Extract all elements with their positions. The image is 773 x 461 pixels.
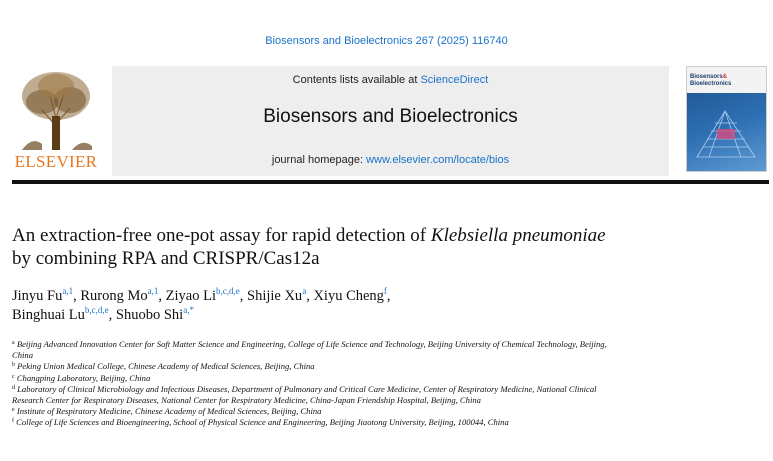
homepage-prefix: journal homepage: (271, 154, 367, 166)
author[interactable]: Shijie Xu (247, 288, 303, 304)
affiliation (12, 373, 692, 384)
author[interactable]: Xiyu Cheng (313, 288, 384, 304)
affiliation-text: Peking Union Medical College, Chinese Academy of Medical Sciences, Beijing, China (17, 361, 315, 372)
contents-availability (112, 74, 669, 86)
author[interactable]: Shuobo Shi (115, 307, 184, 323)
header-divider (12, 180, 769, 184)
cover-title (690, 74, 764, 88)
author-separator: , (108, 307, 116, 323)
affiliation-marker: e (12, 407, 15, 414)
affiliation (12, 339, 692, 350)
author-separator: , (239, 288, 247, 304)
affiliation-marker: b (12, 362, 15, 369)
author[interactable]: Ziyao Li (165, 288, 216, 304)
author[interactable]: Jinyu Fu (12, 288, 63, 304)
author-separator: , (158, 288, 166, 304)
cover-art-icon (695, 107, 757, 159)
author-affiliation-marker[interactable]: f (383, 286, 387, 296)
author-affiliation-marker[interactable]: a,1 (147, 286, 159, 296)
journal-citation[interactable]: Biosensors and Bioelectronics 267 (2025) 116740 (265, 35, 508, 47)
author-affiliation-marker[interactable]: a,* (183, 305, 194, 315)
title-part1: An extraction-free one-pot assay for rapid detection of (12, 225, 431, 246)
affiliation-text: Beijing Advanced Innovation Center for Soft Matter Science and Engineering, College of Life Science and Technology, Beijing University of Chemical Technology, Beijing, (16, 339, 607, 349)
author-separator: , (306, 288, 314, 304)
author-separator: , (73, 288, 81, 304)
journal-cover[interactable] (686, 66, 767, 172)
author-separator: , (386, 288, 391, 304)
tree-icon (12, 66, 100, 152)
journal-homepage (112, 154, 669, 166)
affiliation-continuation: China (12, 350, 34, 361)
affiliation (12, 406, 692, 417)
cover-title-line2: Bioelectronics (690, 81, 732, 87)
journal-name: Biosensors and Bioelectronics (263, 106, 518, 127)
article-title (12, 224, 752, 270)
title-part2: by combining RPA and CRISPR/Cas12a (12, 248, 320, 269)
author-affiliation-marker[interactable]: b,c,d,e (216, 286, 240, 296)
affiliation-continuation: Research Center for Respiratory Diseases, National Center for Respiratory Medicine, China-Japan Friendship Hospital, Beijing, China (12, 395, 481, 406)
sciencedirect-link[interactable]: ScienceDirect (420, 74, 489, 86)
author[interactable]: Rurong Mo (80, 288, 148, 304)
affiliation-text: College of Life Sciences and Bioengineering, School of Physical Science and Engineering, Beijing Jiaotong University, Beijing, 100044, China (16, 417, 509, 428)
author-affiliation-marker[interactable]: a (302, 286, 307, 296)
affiliation (12, 361, 692, 372)
journal-masthead (112, 66, 669, 176)
author-list (12, 287, 752, 325)
affiliation-marker: f (12, 418, 14, 425)
author[interactable]: Binghuai Lu (12, 307, 85, 323)
author-affiliation-marker[interactable]: b,c,d,e (84, 305, 109, 315)
affiliation-text: Laboratory of Clinical Microbiology and Infectious Diseases, Department of Pulmonary and Critical Care Medicine, Center of Respiratory Medicine, National Clinical (17, 383, 597, 394)
author-affiliation-marker[interactable]: a,1 (62, 286, 74, 296)
affiliation-text: Institute of Respiratory Medicine, Chinese Academy of Medical Sciences, Beijing, China (16, 406, 322, 417)
affiliation (12, 417, 692, 428)
homepage-link[interactable]: www.elsevier.com/locate/bios (366, 154, 510, 166)
cover-title-line1: Biosensors (690, 74, 723, 80)
affiliation-marker: a (12, 340, 15, 346)
title-organism: Klebsiella pneumoniae (430, 225, 606, 246)
cover-title-amp: & (722, 74, 728, 80)
affiliation-list (12, 339, 692, 429)
publisher-wordmark: ELSEVIER (14, 152, 98, 171)
affiliation (12, 384, 692, 395)
contents-prefix: Contents lists available at (292, 74, 421, 86)
affiliation-marker: d (12, 384, 15, 391)
affiliation-marker: c (12, 373, 15, 380)
affiliation-text: Changping Laboratory, Beijing, China (16, 372, 151, 383)
